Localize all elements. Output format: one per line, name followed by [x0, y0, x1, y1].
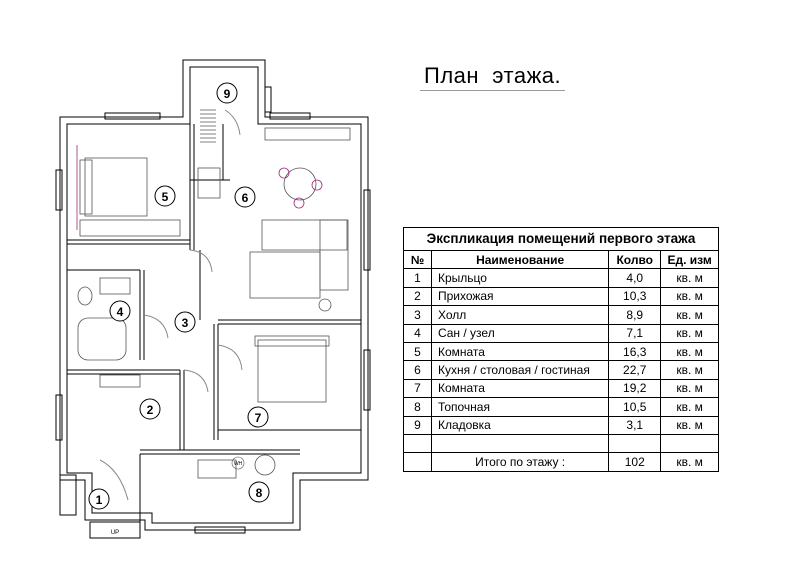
cell-number: 9 [404, 416, 432, 434]
title-underline [420, 90, 565, 91]
bed-2 [258, 340, 326, 402]
cell-unit: кв. м [661, 287, 719, 305]
cell-number: 5 [404, 342, 432, 360]
stair-hatch [200, 110, 216, 142]
window [56, 170, 62, 210]
cell-unit: кв. м [661, 324, 719, 342]
total-label: Итого по этажу : [431, 453, 608, 471]
cell-unit: кв. м [661, 416, 719, 434]
table-row [404, 342, 719, 360]
bed [85, 158, 147, 216]
cell-number: 8 [404, 398, 432, 416]
cell-name: Кладовка [431, 416, 608, 434]
kitchen-table [250, 252, 320, 298]
kitchen-counter [265, 128, 350, 140]
cell-name: Комната [431, 379, 608, 397]
cell-number: 1 [404, 269, 432, 287]
cell-quantity: 10,3 [609, 287, 661, 305]
boiler [198, 460, 236, 478]
room-number-7: 7 [254, 411, 262, 425]
window [364, 350, 370, 410]
sofa-side [320, 220, 348, 290]
table-caption: Экспликация помещений первого этажа [403, 227, 719, 250]
page-title: План этажа. [424, 63, 562, 88]
cell-unit: кв. м [661, 306, 719, 324]
door-arc [144, 315, 168, 338]
room-badges [89, 83, 269, 509]
total-unit: кв. м [661, 453, 719, 471]
room-number-8: 8 [255, 486, 263, 500]
cell-number: 6 [404, 361, 432, 379]
window [364, 190, 370, 270]
room-number-9: 9 [223, 87, 231, 101]
door-arc [218, 345, 242, 370]
room-number-2: 2 [146, 403, 154, 417]
sofa [262, 220, 347, 250]
table-row [404, 379, 719, 397]
window [105, 113, 160, 119]
table-row [404, 324, 719, 342]
room-schedule-table [403, 227, 719, 472]
cell-number: 3 [404, 306, 432, 324]
window [56, 395, 62, 440]
cell-quantity: 7,1 [609, 324, 661, 342]
room-number-5: 5 [161, 190, 169, 204]
stove [198, 168, 220, 198]
cell-name: Прихожая [431, 287, 608, 305]
room-number-3: 3 [181, 316, 189, 330]
header-name: Наименование [431, 251, 608, 269]
cell-quantity: 8,9 [609, 306, 661, 324]
cell-name: Комната [431, 342, 608, 360]
cell-unit: кв. м [661, 361, 719, 379]
cell-number: 7 [404, 379, 432, 397]
door-arc [225, 110, 240, 135]
table-row [404, 306, 719, 324]
boiler-label: WH [233, 461, 243, 467]
cell-quantity: 4,0 [609, 269, 661, 287]
bathtub [78, 318, 126, 360]
cell-name: Холл [431, 306, 608, 324]
table-row [404, 361, 719, 379]
header-unit: Ед. изм [661, 251, 719, 269]
chair [312, 180, 322, 190]
cell-quantity: 16,3 [609, 342, 661, 360]
chair [279, 168, 289, 178]
cell-unit: кв. м [661, 398, 719, 416]
room-number-4: 4 [116, 305, 124, 319]
cell-name: Топочная [431, 398, 608, 416]
room-number-6: 6 [241, 191, 249, 205]
chair [294, 198, 304, 208]
table-row [404, 287, 719, 305]
cell-unit: кв. м [661, 269, 719, 287]
cell-number: 2 [404, 287, 432, 305]
sink [100, 278, 130, 294]
cell-quantity: 19,2 [609, 379, 661, 397]
header-number: № [404, 251, 432, 269]
table-row [404, 416, 719, 434]
outer-wall-inner [67, 67, 361, 523]
table-row [404, 269, 719, 287]
header-quantity: Колво [609, 251, 661, 269]
window [60, 475, 76, 515]
cell-quantity: 10,5 [609, 398, 661, 416]
table-row [404, 398, 719, 416]
window [265, 87, 271, 112]
tank [255, 455, 275, 475]
cell-quantity: 3,1 [609, 416, 661, 434]
outer-wall [60, 60, 368, 530]
table-header-row [404, 251, 719, 269]
total-value: 102 [609, 453, 661, 471]
bed-2-pillow [255, 336, 329, 346]
door-arc [190, 250, 212, 272]
wardrobe [80, 220, 180, 236]
toilet [78, 287, 92, 305]
table-row-empty [404, 434, 719, 452]
shoe-rack [100, 375, 140, 387]
table-total-row [404, 453, 719, 471]
cell-name: Крыльцо [431, 269, 608, 287]
cell-name: Сан / узел [431, 324, 608, 342]
door-arc [184, 370, 208, 392]
entrance-label: UP [110, 530, 120, 536]
cell-unit: кв. м [661, 379, 719, 397]
plant [319, 299, 331, 311]
table-body [404, 269, 719, 435]
bed-pillow [80, 160, 92, 214]
room-number-1: 1 [95, 493, 103, 507]
cell-unit: кв. м [661, 342, 719, 360]
cell-number: 4 [404, 324, 432, 342]
cell-quantity: 22,7 [609, 361, 661, 379]
window [270, 113, 310, 119]
cell-name: Кухня / столовая / гостиная [431, 361, 608, 379]
